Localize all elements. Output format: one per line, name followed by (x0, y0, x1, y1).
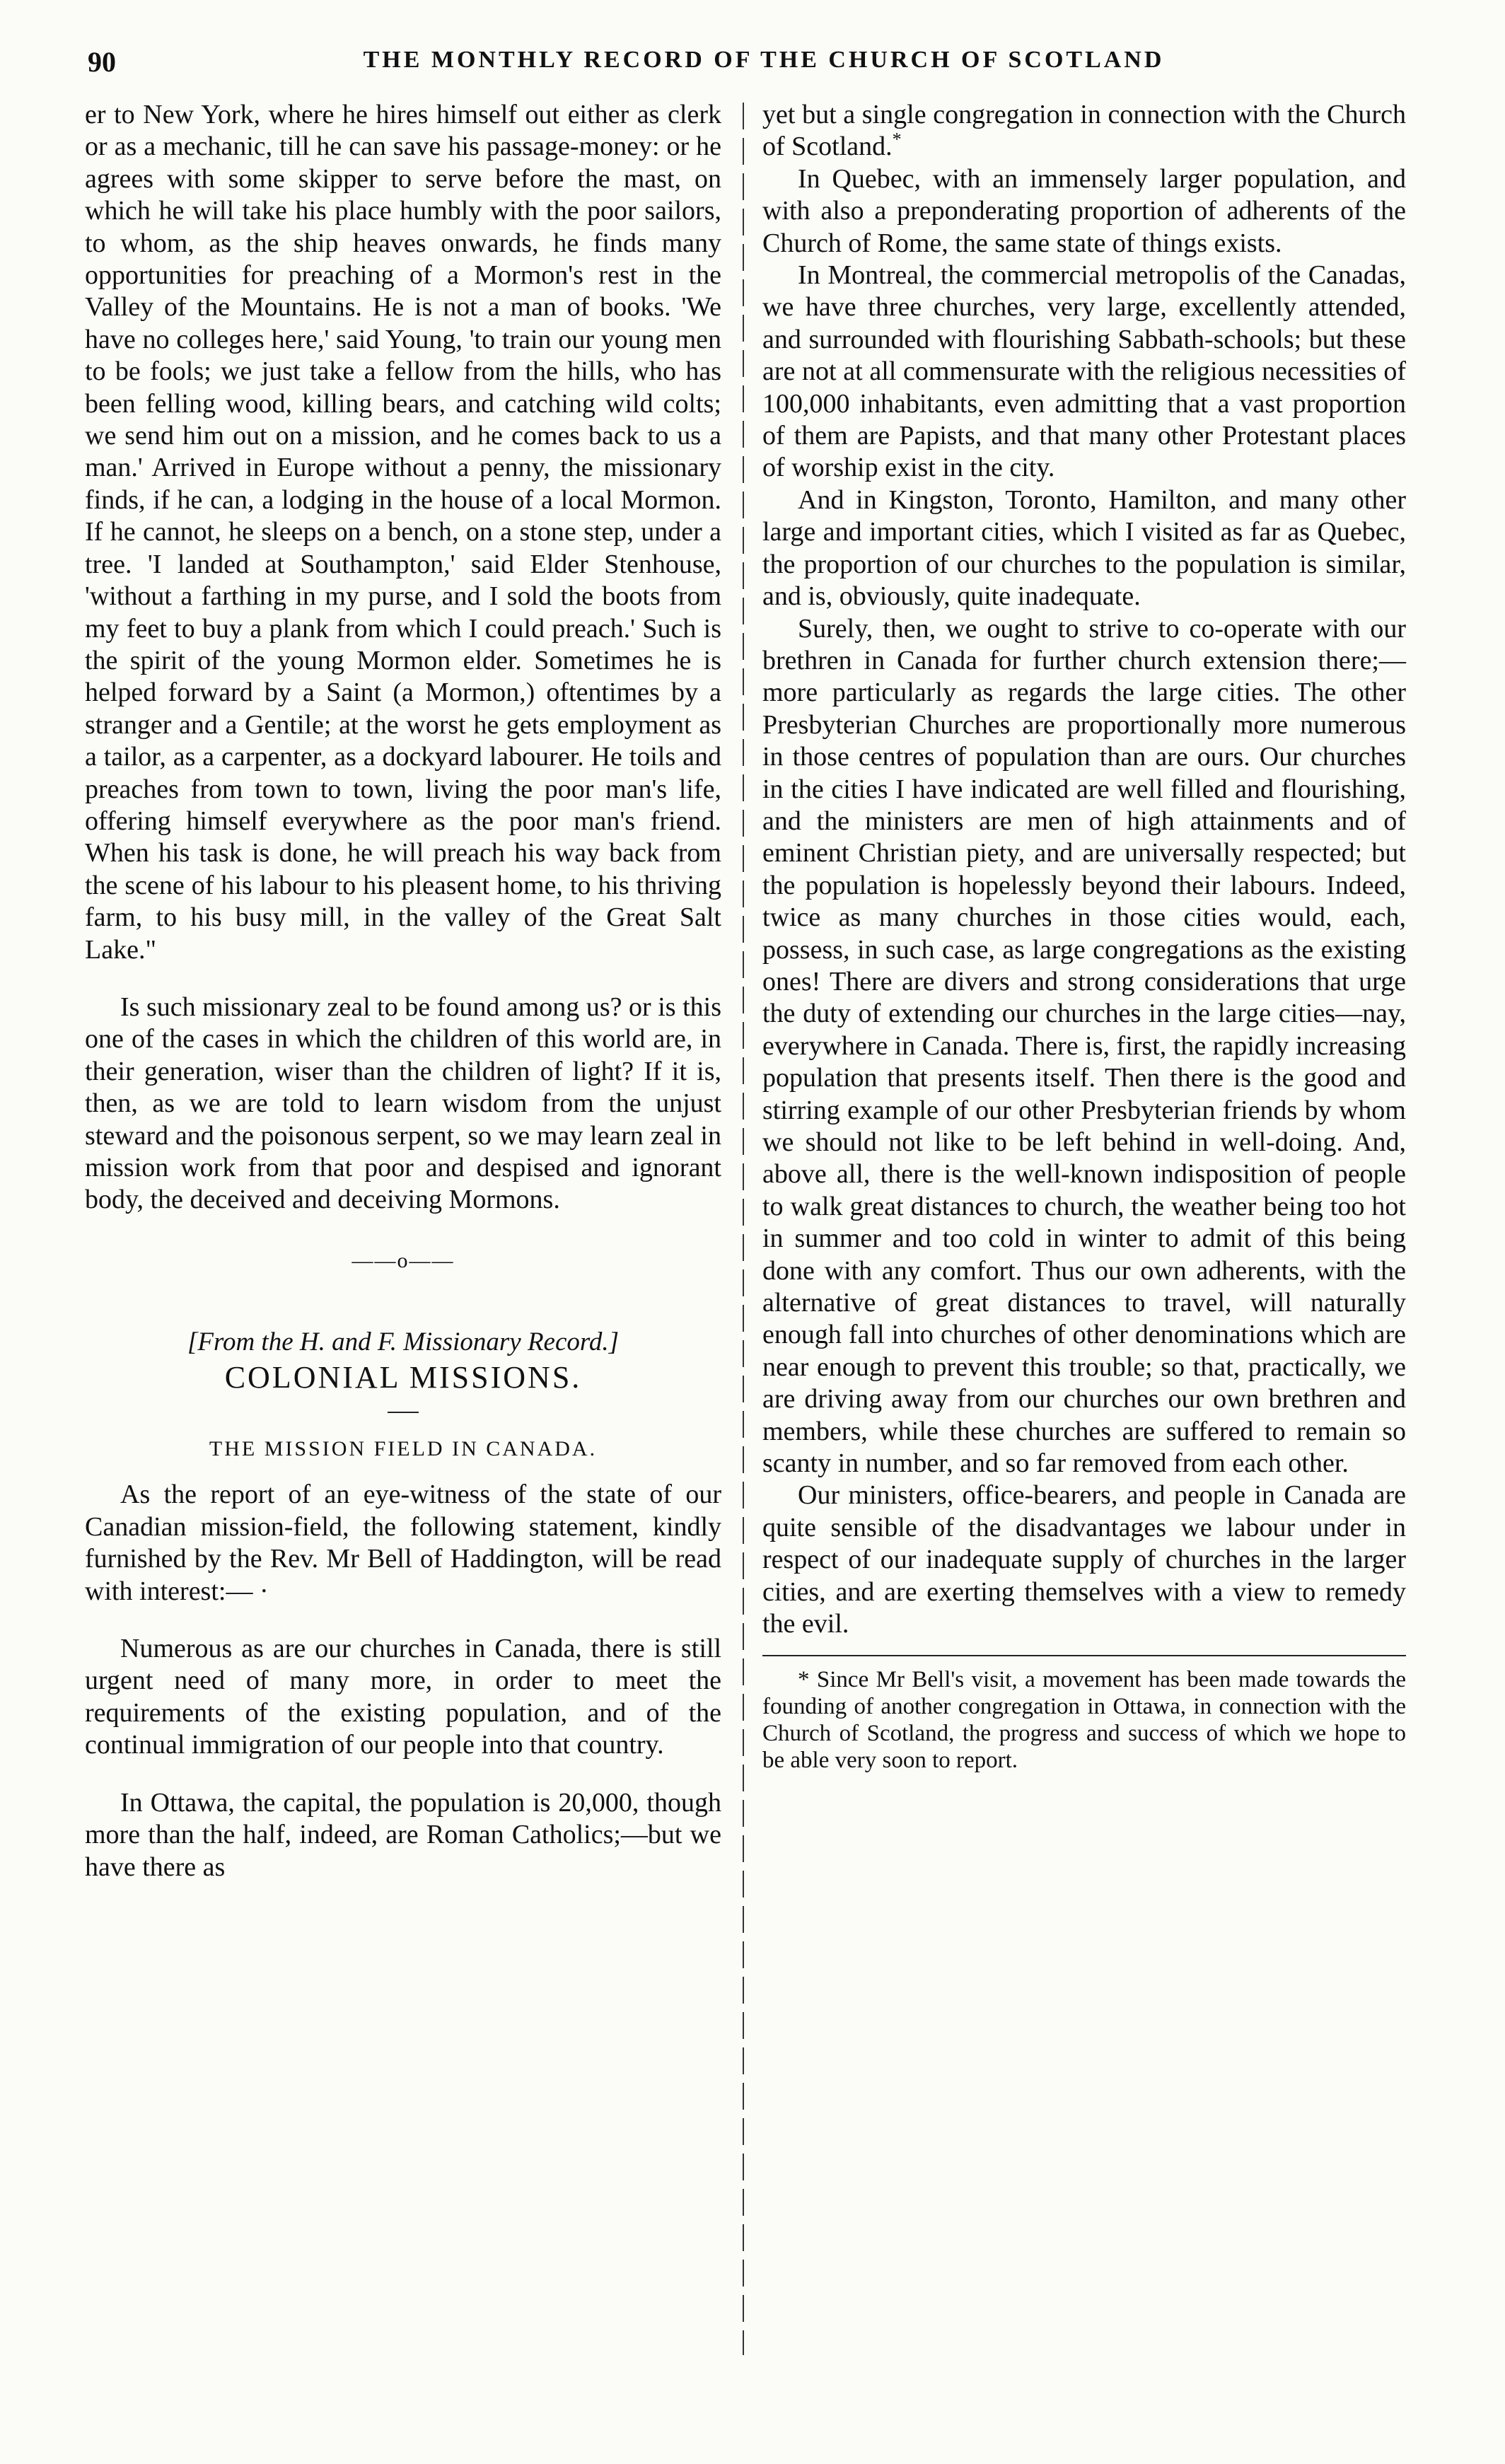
paragraph: Numerous as are our churches in Canada, there is still urgent need of many more, in order to meet the requirements of the existing population, and of the continual immigration of our people into that country. (85, 1634, 721, 1760)
footnote: * Since Mr Bell's visit, a movement has been made towards the founding of another congregation in Ottawa, in connection with the Church of Scotland, the progress and success of which we hope to be able very soon to report. (762, 1666, 1406, 1773)
left-column (85, 99, 721, 1883)
paragraph: Our ministers, office-bearers, and people in Canada are quite sensible of the disadvantages we labour under in respect of our inadequate supply of churches in the larger cities, and are exerting themselves with a view to remedy the evil. (762, 1480, 1406, 1639)
section-title: COLONIAL MISSIONS. (224, 1359, 582, 1395)
title-rule (388, 1412, 419, 1413)
paragraph: In Quebec, with an immensely larger population, and with also a preponderating proportion of adherents of the Church of Rome, the same state of things exists. (762, 163, 1406, 258)
paragraph: As the report of an eye-witness of the state of our Canadian mission-field, the following statement, kindly furnished by the Rev. Mr Bell of Haddington, will be read with interest:— · (85, 1480, 721, 1606)
section-separator: ——o—— (351, 1248, 455, 1272)
paragraph: Surely, then, we ought to strive to co-operate with our brethren in Canada for further church extension there;—more particularly as regards the large cities. The other Presbyterian Churches are proportionally more numerous in those centres of population than are ours. Our churches in the cities I have indicated are well filled and flourishing, and the ministers are men of high attainments and of eminent Christian piety, and are universally respected; but the population is hopelessly beyond their labours. Indeed, twice as many churches in those cities would, each, possess, in such case, as large congregations as the existing ones! There are divers and strong considerations that urge the duty of extending our churches in the large cities—nay, everywhere in Canada. There is, first, the rapidly increasing population that presents itself. Then there is the good and stirring example of our other Presbyterian friends by whom we should not like to be left behind in well-doing. And, above all, there is the well-known indisposition of people to walk great distances to church, the weather being too hot in summer and too cold in winter to admit of this being done with any comfort. Thus our own adherents, with the alternative of great distances to travel, will naturally enough fall into churches of other denominations which are near enough to prevent this trouble; so that, practically, we are driving away from our churches our own brethren and members, while these churches are suffered to remain so scanty in number, and so far removed from each other. (762, 613, 1406, 1479)
paragraph: Is such missionary zeal to be found among us? or is this one of the cases in which the children of this world are, in their generation, wiser than the children of light? If it is, then, as we are told to learn wisdom from the unjust steward and the poisonous serpent, so we may learn zeal in mission work from that poor and despised and ignorant body, the deceived and deceiving Mormons. (85, 992, 721, 1215)
right-column (762, 99, 1406, 1774)
paragraph: And in Kingston, Toronto, Hamilton, and many other large and important cities, which I visited as far as Quebec, the proportion of our churches to the population is similar, and is, obviously, quite inadequate. (762, 484, 1406, 612)
paragraph: In Ottawa, the capital, the population is 20,000, though more than the half, indeed, are Roman Catholics;—but we have there as (85, 1787, 721, 1882)
subheading: THE MISSION FIELD IN CANADA. (209, 1437, 598, 1461)
running-title: THE MONTHLY RECORD OF THE CHURCH OF SCOTLAND (363, 47, 1165, 73)
page-number: 90 (88, 46, 116, 78)
paragraph: er to New York, where he hires himself out either as clerk or as a mechanic, till he can save his passage-money: or he agrees with some skipper to serve before the mast, on which he will take his place humbly with the poor sailors, to whom, as the ship heaves onwards, he finds many opportunities for preaching of a Mormon's rest in the Valley of the Mountains. He is not a man of books. 'We have no colleges here,' said Young, 'to train our young men to be fools; we just take a fellow from the hills, who has been felling wood, killing bears, and catching wild colts; we send him out on a mission, and he comes back to us a man.' Arrived in Europe without a penny, the missionary finds, if he can, a lodging in the house of a local Mormon. If he cannot, he sleeps on a bench, on a stone step, under a tree. 'I landed at Southampton,' said Elder Stenhouse, 'without a farthing in my purse, and I sold the boots from my feet to buy a plank from which I could preach.' Such is the spirit of the young Mormon elder. Sometimes he is helped forward by a Saint (a Mormon,) oftentimes by a stranger and a Gentile; at the worst he gets employment as a tailor, as a carpenter, as a dockyard labourer. He toils and preaches from town to town, living the poor man's life, offering himself everywhere as the poor man's friend. When his task is done, he will preach his way back from the scene of his labour to his pleasent home, to his thriving farm, to his busy mill, in the valley of the Great Salt Lake." (85, 100, 721, 965)
paragraph (762, 99, 1406, 163)
paragraph-text: yet but a single congregation in connection with the Church of Scotland. (762, 100, 1406, 162)
footnote-rule (762, 1655, 1406, 1656)
page-header (78, 41, 1450, 91)
paragraph: In Montreal, the commercial metropolis of the Canadas, we have three churches, very large, excellently attended, and surrounded with flourishing Sabbath-schools; but these are not at all commensurate with the religious necessities of 100,000 inhabitants, even admitting that a vast proportion of them are Papists, and that many other Protestant places of worship exist in the city. (762, 260, 1406, 483)
source-line: [From the H. and F. Missionary Record.] (187, 1327, 620, 1357)
column-rule (743, 103, 744, 2355)
footnote-mark: * (892, 129, 902, 150)
